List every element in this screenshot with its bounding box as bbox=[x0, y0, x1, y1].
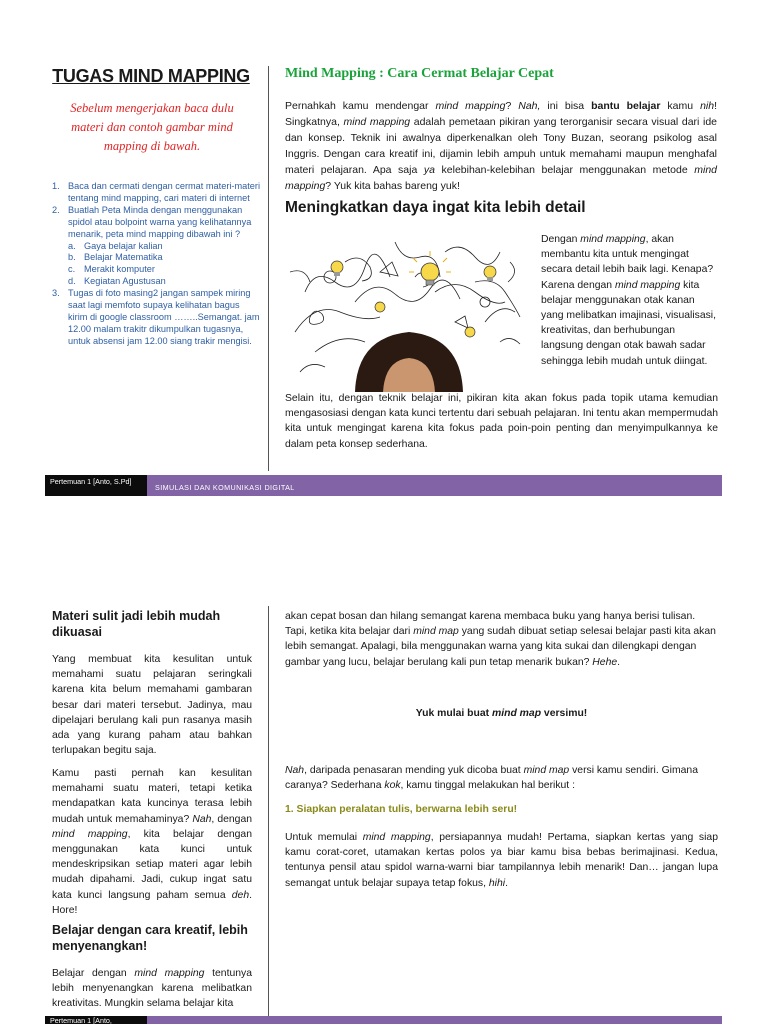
call-to-action: Yuk mulai buat mind map versimu! bbox=[415, 708, 588, 719]
task-intro: Sebelum mengerjakan baca dulu materi dan contoh gambar mind mapping di bawah. bbox=[70, 101, 234, 153]
paragraph-motivation: akan cepat bosan dan hilang semangat karena membaca buku yang hanya berisi tulisan. Tapi, ketika kita belajar dari mind map yang sudah dibuat setiap selesai belajar pasti kita akan lebih semangat. Apalagi, bila menggunakan warna yang kita sukai dan dilengkapi dengan gambar yang lucu, belajar berulang kali pun tetap menarik bukan? Hehe. bbox=[285, 611, 716, 668]
article-title: Mind Mapping : Cara Cermat Belajar Cepat bbox=[285, 66, 554, 81]
subtask-letter: d. bbox=[68, 276, 76, 287]
subtask-letter: a. bbox=[68, 240, 76, 251]
footer-meeting-label: Pertemuan 1 [Anto, bbox=[45, 1016, 147, 1024]
footer-meeting-label: Pertemuan 1 [Anto, S.Pd] bbox=[45, 475, 147, 496]
subtask-letter: b. bbox=[68, 252, 76, 263]
task-number: 3. bbox=[52, 288, 60, 299]
heading-easy-material: Materi sulit jadi lebih mudah dikuasai bbox=[52, 609, 221, 639]
step-one-heading: 1. Siapkan peralatan tulis, berwarna lebih seru! bbox=[285, 804, 518, 815]
paragraph-preparation: Untuk memulai mind mapping, persiapannya mudah! Pertama, siapkan kertas yang siap kamu corat-coret, utamakan kertas polos ya biar kamu bisa bebas berimajinasi. Kedua, tentunya pensil atau spidol warna-warni biar tampilannya lebih menarik! Dan… jangan lupa semangat untuk belajar supaya tetap fokus, hihi. bbox=[285, 832, 718, 889]
task-number: 2. bbox=[52, 204, 60, 215]
task-text: Tugas di foto masing2 jangan sampek miring saat lagi memfoto supaya kelihatan bagus kirim di google classroom ……..Semangat. jam 12.00 malam trakitr dikumpulkan tugasnya, untuk absensi jam 12.00 siang trakir mengisi. bbox=[68, 288, 260, 346]
subtask-item bbox=[68, 252, 260, 264]
brain-doodle-illustration bbox=[285, 232, 533, 392]
paragraph-creativity: Belajar dengan mind mapping tentunya lebih menyenangkan karena melibatkan kreativitas. Mungkin selama belajar kita bbox=[52, 968, 252, 1010]
footer-band bbox=[147, 1016, 722, 1024]
side-paragraph: Dengan mind mapping, akan membantu kita untuk mengingat secara detail lebih baik lagi. Kenapa? Karena dengan mind mapping kita belajar menggunakan otak kanan yang melibatkan imajinasi, visualisasi, kreativitas, dan berhubungan langsung dengan otak bawah sadar sehingga lebih mudah untuk diingat. bbox=[541, 234, 716, 367]
section-heading: Meningkatkan daya ingat kita lebih detail bbox=[285, 199, 586, 216]
subtask-text: Kegiatan Agustusan bbox=[84, 276, 166, 287]
footer-subject-label: SIMULASI DAN KOMUNIKASI DIGITAL bbox=[147, 475, 722, 496]
lightbulb-icon bbox=[375, 302, 385, 312]
subtask-item bbox=[68, 264, 260, 276]
column-divider bbox=[268, 66, 269, 471]
subtask-letter: c. bbox=[68, 264, 76, 275]
task-item bbox=[52, 205, 260, 288]
subtask-item bbox=[68, 241, 260, 253]
after-paragraph: Selain itu, dengan teknik belajar ini, pikiran kita akan fokus pada topik utama kemudian mengasosiasi dengan kata kunci tertentu dari sebuah pelajaran. Ini tentu akan mempermudah kita untuk mengingat karena kita fokus pada poin-poin penting dan menyimpulkannya ke dalam peta konsep sederhana. bbox=[285, 393, 718, 450]
column-divider bbox=[268, 606, 269, 1024]
lightbulb-icon bbox=[465, 327, 475, 337]
article-intro: Pernahkah kamu mendengar mind mapping? Nah, ini bisa bantu belajar kamu nih! Singkatnya, mind mapping adalah pemetaan pikiran yang terorganisir secara visual dari ide dan konsep. Teknik ini awalnya diperkenalkan oleh Tony Buzan, seorang psikolog asal Inggris. Dengan cara kreatif ini, dijamin lebih ampuh untuk memahami maupun menghafal materi pelajaran. Apa saja ya kelebihan-kelebihan belajar menggunakan metode mind mapping? Yuk kita bahas bareng yuk! bbox=[285, 100, 717, 192]
subtask-text: Belajar Matematika bbox=[84, 252, 163, 263]
subtask-text: Gaya belajar kalian bbox=[84, 240, 163, 251]
task-item bbox=[52, 181, 260, 205]
paragraph-keywords: Kamu pasti pernah kan kesulitan memahami suatu materi, tetapi ketika mendapatkan kata kuncinya terasa lebih mudah untuk memahaminya? Nah, dengan mind mapping, kita belajar dengan menggunakan kata kunci untuk mendeskripsikan setiap materi agar lebih mudah dipahami. Jadi, cukup ingat satu kata kunci langsung paham semua deh. Hore! bbox=[52, 768, 252, 916]
task-text: Baca dan cermati dengan cermat materi-materi tentang mind mapping, cari materi di internet bbox=[68, 181, 260, 203]
task-title: TUGAS MIND MAPPING bbox=[52, 66, 250, 86]
subtask-list bbox=[68, 241, 260, 289]
heading-creative-learning: Belajar dengan cara kreatif, lebih menyenangkan! bbox=[52, 923, 248, 953]
task-number: 1. bbox=[52, 181, 60, 191]
paragraph-big-picture: Yang membuat kita kesulitan untuk memahami suatu pelajaran seringkali karena kita belum memahami gambaran besar dari materi tersebut. Jadinya, mau dipelajari berulang kali pun rasanya masih ada yang kurang paham atau bahkan terlupakan begitu saja. bbox=[52, 654, 252, 757]
task-item bbox=[52, 288, 260, 348]
task-text: Buatlah Peta Minda dengan menggunakan spidol atau bolpoint warna yang kelihatannya menarik, peta mind mapping dibawah ini ? bbox=[68, 204, 252, 239]
subtask-text: Merakit komputer bbox=[84, 264, 155, 275]
task-list bbox=[52, 181, 260, 348]
subtask-item bbox=[68, 276, 260, 288]
paragraph-how-to: Nah, daripada penasaran mending yuk dicoba buat mind map versi kamu sendiri. Gimana caranya? Sederhana kok, kamu tinggal melakukan hal berikut : bbox=[285, 765, 698, 792]
